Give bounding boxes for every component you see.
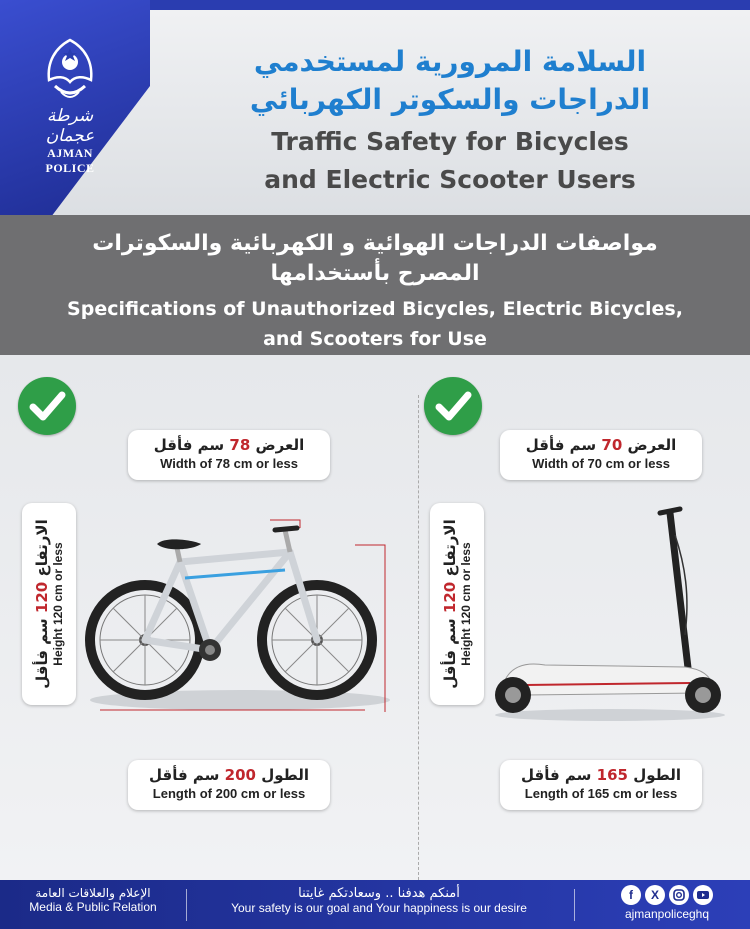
- footer-slogan-ar: أمنكم هدفنا .. وسعادتكم غايتنا: [298, 886, 460, 901]
- bicycle-length-ar: الطول 200 سم فأقل: [149, 766, 309, 784]
- footer-dept-en: Media & Public Relation: [29, 900, 157, 914]
- footer-slogan-en: Your safety is our goal and Your happiness is our desire: [231, 901, 527, 915]
- youtube-icon[interactable]: [693, 885, 713, 905]
- band-en-line1: Specifications of Unauthorized Bicycles, Electric Bicycles,: [67, 298, 683, 320]
- logo-text-ar: شرطة عجمان: [45, 106, 95, 146]
- scooter-width-en: Width of 70 cm or less: [532, 456, 670, 471]
- scooter-length-ar: الطول 165 سم فأقل: [521, 766, 681, 784]
- footer-separator: [186, 889, 187, 921]
- footer-social: [592, 885, 742, 921]
- bicycle-length-card: [128, 760, 330, 810]
- bicycle-height-value: 120: [33, 581, 51, 614]
- footer-dept-ar: الإعلام والعلاقات العامة: [35, 886, 151, 900]
- bicycle-width-card: [128, 430, 330, 480]
- bicycle-check-icon: [18, 377, 76, 435]
- main-content: [0, 355, 750, 880]
- title-en-line1: Traffic Safety for Bicycles: [271, 127, 629, 156]
- bicycle-width-value: 78: [229, 436, 251, 454]
- scooter-check-icon: [424, 377, 482, 435]
- facebook-icon[interactable]: f: [621, 885, 641, 905]
- scooter-height-value: 120: [441, 581, 459, 614]
- header: [0, 0, 750, 215]
- band-ar-line1: مواصفات الدراجات الهوائية و الكهربائية والسكوترات: [92, 231, 658, 256]
- title-ar-line2: الدراجات والسكوتر الكهربائي: [249, 83, 651, 116]
- section-divider: [418, 395, 419, 880]
- social-handle[interactable]: ajmanpoliceghq: [624, 907, 710, 921]
- bicycle-width-ar: العرض 78 سم فأقل: [153, 436, 305, 454]
- scooter-width-card: [500, 430, 702, 480]
- bicycle-height-en: Height 120 cm or less: [51, 542, 65, 666]
- scooter-length-value: 165: [596, 766, 628, 784]
- scooter-height-ar: الارتفاع 120 سم فأقل: [441, 519, 459, 689]
- band-en-line2: and Scooters for Use: [263, 328, 487, 350]
- x-icon[interactable]: X: [645, 885, 665, 905]
- title-ar-line1: السلامة المرورية لمستخدمي: [253, 45, 647, 78]
- scooter-height-card: [430, 503, 484, 705]
- emblem-icon: [35, 36, 105, 106]
- footer: [0, 880, 750, 929]
- bicycle-length-value: 200: [224, 766, 256, 784]
- bicycle-illustration: [85, 500, 395, 720]
- footer-department: [18, 886, 168, 914]
- scooter-width-value: 70: [601, 436, 623, 454]
- bicycle-length-en: Length of 200 cm or less: [152, 786, 306, 801]
- title-en-line2: and Electric Scooter Users: [264, 165, 636, 194]
- scooter-length-card: [500, 760, 702, 810]
- scooter-length-en: Length of 165 cm or less: [524, 786, 678, 801]
- scooter-height-en: Height 120 cm or less: [459, 542, 473, 666]
- header-stripe: [130, 0, 750, 10]
- band-ar-line2: المصرح بأستخدامها: [270, 261, 480, 286]
- logo-text-en: AJMAN POLICE: [45, 146, 95, 175]
- bicycle-height-ar: الارتفاع 120 سم فأقل: [33, 519, 51, 689]
- ajman-police-logo: [22, 36, 118, 176]
- footer-separator: [574, 889, 575, 921]
- footer-slogan: [198, 886, 560, 915]
- bicycle-height-card: [22, 503, 76, 705]
- scooter-illustration: [485, 495, 735, 725]
- specifications-band: [0, 215, 750, 355]
- bicycle-width-en: Width of 78 cm or less: [160, 456, 298, 471]
- scooter-width-ar: العرض 70 سم فأقل: [525, 436, 677, 454]
- instagram-icon[interactable]: [669, 885, 689, 905]
